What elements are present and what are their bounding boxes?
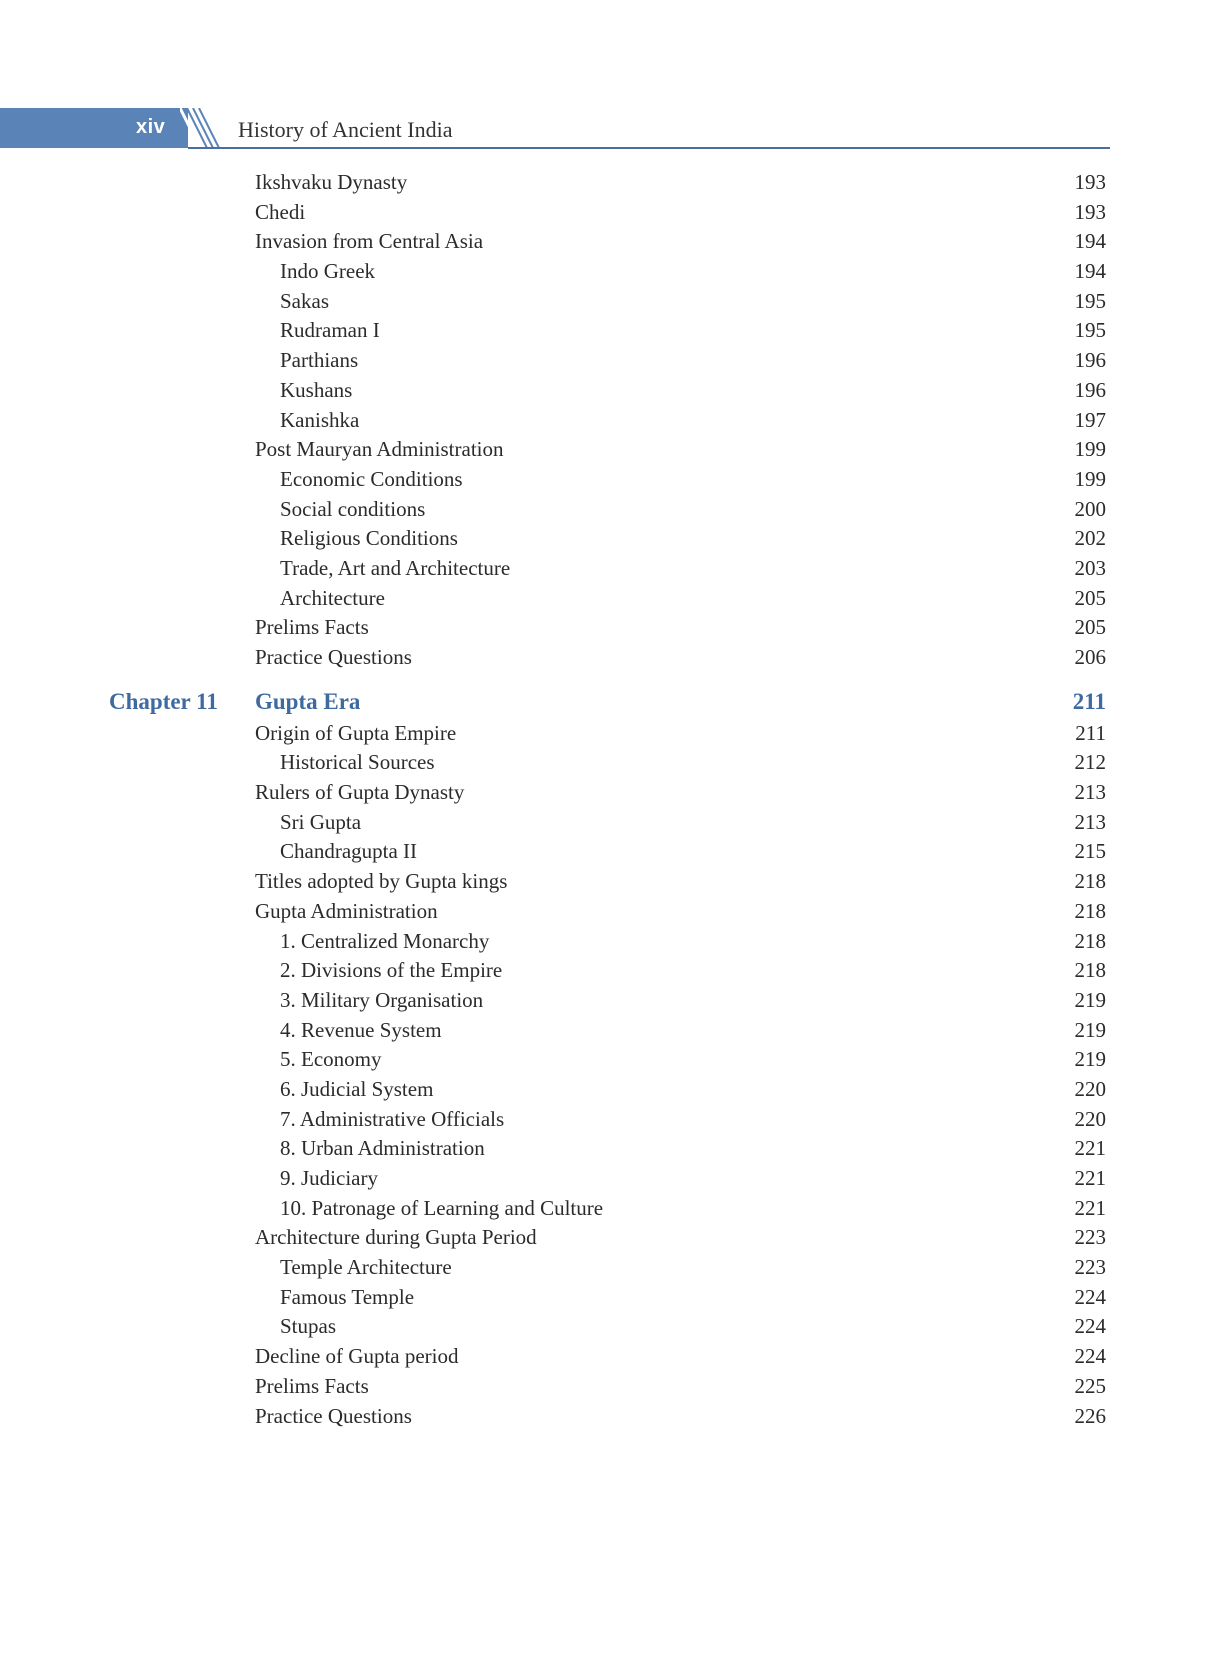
toc-entry-title: Social conditions <box>280 496 426 521</box>
toc-entry-title: 2. Divisions of the Empire <box>280 958 503 983</box>
running-header <box>0 108 1110 148</box>
toc-entry-page-number: 197 <box>1074 407 1106 432</box>
toc-entry-page-number: 221 <box>1074 1166 1106 1190</box>
toc-entry-page-number: 220 <box>1074 1076 1106 1101</box>
toc-entry-page-number: 224 <box>1074 1344 1106 1369</box>
toc-entry[interactable] <box>0 1372 1214 1402</box>
toc-entry-title: Sakas <box>280 288 329 313</box>
toc-entry-title: Titles adopted by Gupta kings <box>255 869 508 894</box>
toc-entry-page-number: 193 <box>1074 199 1106 224</box>
toc-entry[interactable] <box>0 435 1214 465</box>
toc-entry-page-number: 206 <box>1074 645 1106 669</box>
toc-entry-title: Rudraman I <box>280 318 380 343</box>
toc-entry-title: Temple Architecture <box>280 1255 452 1280</box>
toc-entry-title: Parthians <box>280 348 359 373</box>
toc-entry[interactable] <box>0 613 1214 643</box>
toc-subentry[interactable] <box>0 1194 1214 1224</box>
toc-entry-page-number: 205 <box>1074 585 1106 610</box>
toc-entry-page-number: 200 <box>1074 496 1106 521</box>
toc-entry-page-number: 194 <box>1074 229 1106 254</box>
toc-entry[interactable] <box>0 227 1214 257</box>
toc-subentry[interactable] <box>0 1283 1214 1313</box>
toc-entry[interactable] <box>0 1402 1214 1432</box>
toc-entry-title: 4. Revenue System <box>280 1017 442 1042</box>
toc-entry[interactable] <box>0 719 1214 749</box>
toc-entry-title: 3. Military Organisation <box>280 987 484 1012</box>
toc-entry-page-number: 218 <box>1074 958 1106 983</box>
toc-entry-title: 7. Administrative Officials <box>280 1106 505 1131</box>
toc-entry-title: Stupas <box>280 1314 337 1339</box>
toc-entry-title: 6. Judicial System <box>280 1076 434 1101</box>
toc-entry-page-number: 199 <box>1074 437 1106 462</box>
toc-entry-page-number: 199 <box>1074 466 1106 491</box>
toc-entry-page-number: 212 <box>1074 750 1106 775</box>
toc-entry-page-number: 225 <box>1074 1373 1106 1398</box>
book-title: History of Ancient India <box>238 117 453 142</box>
toc-entry-title: Decline of Gupta period <box>255 1344 459 1369</box>
toc-entry[interactable] <box>0 198 1214 228</box>
toc-entry-page-number: 220 <box>1074 1106 1106 1131</box>
chapter-title: Gupta Era <box>255 688 361 714</box>
toc-entry-title: Rulers of Gupta Dynasty <box>255 780 465 805</box>
toc-entry[interactable] <box>0 643 1214 673</box>
toc-entry-title: Prelims Facts <box>255 615 369 640</box>
page-number: xiv <box>136 116 166 138</box>
toc-subentry[interactable] <box>0 808 1214 838</box>
toc-entry-title: Architecture during Gupta Period <box>255 1225 537 1250</box>
toc-entry-title: Invasion from Central Asia <box>255 229 484 254</box>
toc-entry[interactable] <box>0 778 1214 808</box>
toc-entry-page-number: 218 <box>1074 898 1106 923</box>
toc-subentry[interactable] <box>0 287 1214 317</box>
toc-entry[interactable] <box>0 1223 1214 1253</box>
toc-entry-page-number: 195 <box>1074 318 1106 343</box>
toc-subentry[interactable] <box>0 465 1214 495</box>
toc-entries-chapter-11 <box>0 719 1214 1432</box>
toc-subentry[interactable] <box>0 1045 1214 1075</box>
toc-entry-page-number: 195 <box>1074 288 1106 313</box>
toc-entry-page-number: 202 <box>1074 526 1106 551</box>
toc-subentry[interactable] <box>0 927 1214 957</box>
toc-entry-title: 9. Judiciary <box>280 1166 378 1190</box>
toc-entry-page-number: 224 <box>1074 1284 1106 1309</box>
toc-entry-title: Kanishka <box>280 407 360 432</box>
toc-entry-title: Origin of Gupta Empire <box>255 720 457 745</box>
chapter-heading[interactable] <box>0 685 1214 719</box>
toc-subentry[interactable] <box>0 748 1214 778</box>
toc-subentry[interactable] <box>0 1134 1214 1164</box>
toc-entry-page-number: 196 <box>1074 377 1106 402</box>
toc-subentry[interactable] <box>0 406 1214 436</box>
toc-entry[interactable] <box>0 168 1214 198</box>
toc-subentry[interactable] <box>0 346 1214 376</box>
toc-entry-page-number: 203 <box>1074 555 1106 580</box>
toc-subentry[interactable] <box>0 837 1214 867</box>
toc-entry-title: Religious Conditions <box>280 526 458 551</box>
toc-entry-page-number: 211 <box>1075 720 1106 745</box>
toc-entry[interactable] <box>0 867 1214 897</box>
toc-entry-page-number: 219 <box>1074 987 1106 1012</box>
toc-subentry[interactable] <box>0 1253 1214 1283</box>
toc-entry-page-number: 218 <box>1074 869 1106 894</box>
toc-entry-title: Kushans <box>280 377 353 402</box>
toc-entry-page-number: 215 <box>1074 839 1106 864</box>
toc-entry-page-number: 205 <box>1074 615 1106 640</box>
toc-subentry[interactable] <box>0 1016 1214 1046</box>
toc-subentry[interactable] <box>0 1164 1214 1194</box>
toc-entry-page-number: 221 <box>1074 1195 1106 1220</box>
toc-entry-title: Trade, Art and Architecture <box>280 555 511 580</box>
toc-entry-title: 10. Patronage of Learning and Culture <box>280 1195 604 1220</box>
toc-entries-previous-chapter <box>0 168 1214 673</box>
toc-entry[interactable] <box>0 1342 1214 1372</box>
header-divider <box>188 147 1110 149</box>
toc-entry-page-number: 218 <box>1074 928 1106 953</box>
toc-entry-page-number: 226 <box>1074 1403 1106 1428</box>
chapter-page-number: 211 <box>1072 688 1106 714</box>
toc-subentry[interactable] <box>0 1075 1214 1105</box>
toc-subentry[interactable] <box>0 257 1214 287</box>
toc-subentry[interactable] <box>0 495 1214 525</box>
toc-entry-page-number: 213 <box>1074 809 1106 834</box>
chapter-label: Chapter 11 <box>109 688 218 714</box>
toc-entry-title: 5. Economy <box>280 1047 382 1072</box>
toc-subentry[interactable] <box>0 1312 1214 1342</box>
toc-subentry[interactable] <box>0 554 1214 584</box>
toc-entry-title: Prelims Facts <box>255 1373 369 1398</box>
toc-entry-page-number: 213 <box>1074 780 1106 805</box>
toc-entry-title: Practice Questions <box>255 1403 412 1428</box>
toc-entry-title: Chandragupta II <box>280 839 418 864</box>
toc-entry-title: Practice Questions <box>255 645 412 669</box>
slash-ornament-icon <box>180 108 220 148</box>
toc-entry[interactable] <box>0 897 1214 927</box>
toc-entry-title: Historical Sources <box>280 750 435 775</box>
toc-subentry[interactable] <box>0 1105 1214 1135</box>
toc-entry-title: Ikshvaku Dynasty <box>255 170 408 194</box>
toc-entry-title: Architecture <box>280 585 385 610</box>
toc-entry-title: Economic Conditions <box>280 466 463 491</box>
toc-entry-page-number: 219 <box>1074 1047 1106 1072</box>
toc-entry-title: Indo Greek <box>280 259 376 284</box>
toc-entry-title: Sri Gupta <box>280 809 362 834</box>
toc-entry-title: Chedi <box>255 199 306 224</box>
toc-subentry[interactable] <box>0 524 1214 554</box>
toc-subentry[interactable] <box>0 986 1214 1016</box>
toc-entry-page-number: 196 <box>1074 348 1106 373</box>
toc-subentry[interactable] <box>0 584 1214 614</box>
table-of-contents <box>0 168 1214 1431</box>
toc-entry-page-number: 219 <box>1074 1017 1106 1042</box>
toc-entry-title: 8. Urban Administration <box>280 1136 485 1161</box>
toc-entry-page-number: 224 <box>1074 1314 1106 1339</box>
toc-entry-page-number: 221 <box>1074 1136 1106 1161</box>
toc-subentry[interactable] <box>0 316 1214 346</box>
toc-entry-page-number: 223 <box>1074 1225 1106 1250</box>
toc-entry-title: Post Mauryan Administration <box>255 437 504 462</box>
toc-entry-title: Gupta Administration <box>255 898 438 923</box>
toc-subentry[interactable] <box>0 956 1214 986</box>
toc-entry-title: 1. Centralized Monarchy <box>280 928 490 953</box>
toc-entry-page-number: 193 <box>1074 170 1106 194</box>
toc-entry-page-number: 194 <box>1074 259 1106 284</box>
toc-subentry[interactable] <box>0 376 1214 406</box>
toc-entry-title: Famous Temple <box>280 1284 415 1309</box>
toc-entry-page-number: 223 <box>1074 1255 1106 1280</box>
